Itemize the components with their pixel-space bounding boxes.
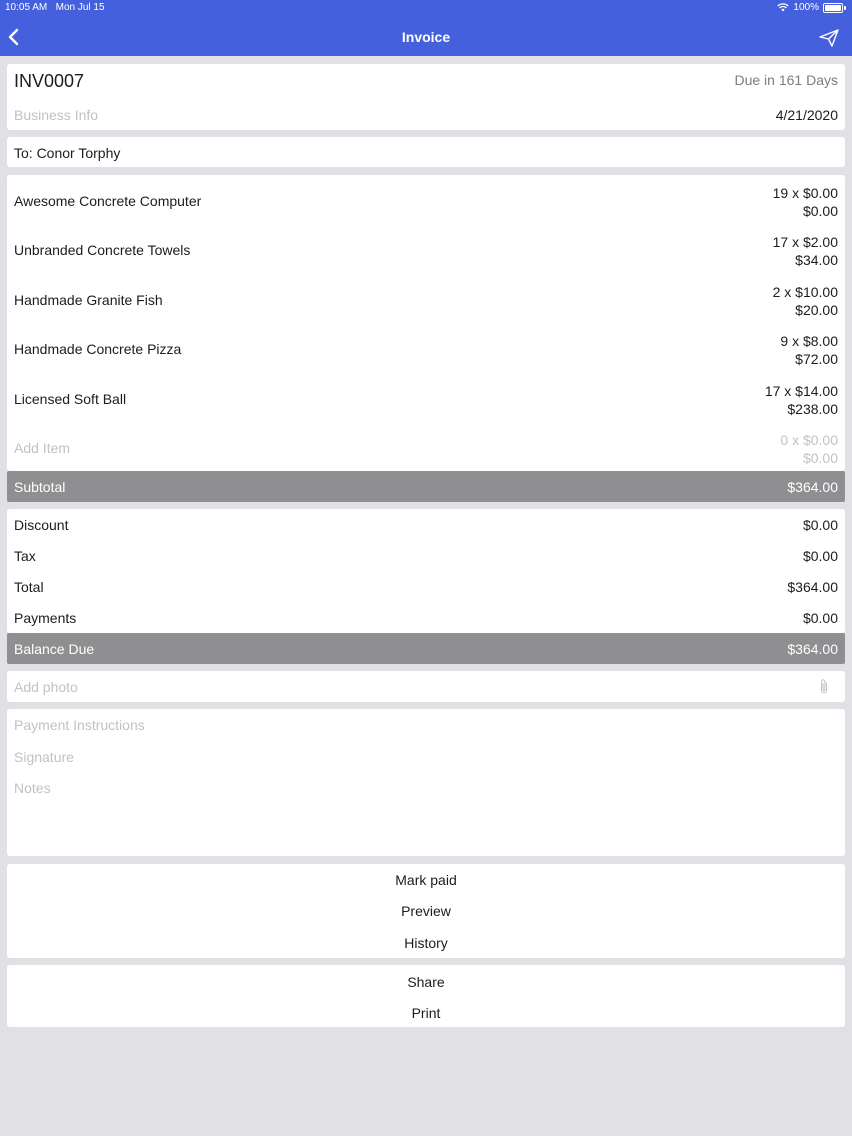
tax-value: $0.00 [802,548,838,564]
item-qty-price: 17 x $2.00 [772,234,838,250]
actions-card [7,864,845,958]
list-item[interactable] [7,280,845,322]
item-amount: $238.00 [787,401,838,417]
item-price [773,233,838,269]
item-price [773,184,838,220]
invoice-date[interactable]: 4/21/2020 [775,107,838,123]
item-qty-price: 17 x $14.00 [764,383,838,399]
add-item-amount: $0.00 [802,450,838,466]
tax-label: Tax [14,548,36,564]
add-photo-card[interactable] [7,671,845,702]
balance-due-value: $364.00 [787,641,838,657]
list-item[interactable] [7,230,845,272]
item-name: Licensed Soft Ball [14,391,127,407]
status-indicators [777,2,846,13]
navigation-bar [0,0,852,56]
discount-label: Discount [14,517,69,533]
notes-placeholder: Notes [14,780,51,796]
mark-paid-button[interactable]: Mark paid [395,872,457,888]
add-item-button[interactable] [7,428,845,470]
item-name: Handmade Granite Fish [14,292,163,308]
paper-plane-icon[interactable] [818,28,840,48]
item-qty-price: 2 x $10.00 [772,284,838,300]
add-item-price [780,431,838,467]
item-name: Unbranded Concrete Towels [14,242,191,258]
battery-tip [844,6,846,10]
balance-due-bar [7,633,845,664]
status-time-text: 10:05 AM [5,2,48,13]
client-card[interactable] [7,137,845,167]
extras-card [7,709,845,856]
items-card [7,175,845,471]
status-date-text: Mon Jul 15 [55,2,105,13]
notes-field[interactable] [7,780,845,850]
subtotal-label: Subtotal [14,479,66,495]
invoice-number: INV0007 [14,71,85,91]
payment-instructions-row[interactable] [7,717,845,737]
summary-card [7,509,845,633]
item-name: Handmade Concrete Pizza [14,341,182,357]
payments-label: Payments [14,610,77,626]
paperclip-icon[interactable] [819,678,829,695]
item-qty-price: 9 x $8.00 [780,333,838,349]
payments-value: $0.00 [802,610,838,626]
battery-icon [823,3,843,13]
history-button[interactable]: History [404,935,448,951]
list-item[interactable] [7,329,845,371]
item-amount: $34.00 [795,252,838,268]
battery-percent: 100% [793,2,819,13]
item-price [780,332,838,368]
discount-value: $0.00 [802,517,838,533]
subtotal-value: $364.00 [787,479,838,495]
due-status: Due in 161 Days [734,72,838,88]
signature-label: Signature [14,749,74,765]
signature-row[interactable] [7,749,845,769]
share-button[interactable]: Share [407,974,445,990]
list-item[interactable] [7,379,845,421]
item-amount: $72.00 [795,351,838,367]
subtotal-bar [7,471,845,502]
item-name: Awesome Concrete Computer [14,193,202,209]
add-item-label: Add Item [14,440,71,456]
list-item[interactable] [7,181,845,223]
wifi-icon [777,3,789,12]
item-amount: $0.00 [802,203,838,219]
preview-button[interactable]: Preview [401,903,451,919]
total-label: Total [14,579,44,595]
balance-due-label: Balance Due [14,641,95,657]
add-photo-label: Add photo [14,679,78,695]
item-amount: $20.00 [795,302,838,318]
business-info-placeholder: Business Info [14,107,99,123]
item-price [773,283,838,319]
page-title: Invoice [401,29,451,45]
invoice-header-card [7,64,845,130]
status-time [5,2,105,13]
item-qty-price: 19 x $0.00 [772,185,838,201]
item-price [765,382,838,418]
print-button[interactable]: Print [411,1005,441,1021]
payment-instructions-label: Payment Instructions [14,717,145,733]
client-name: To: Conor Torphy [14,145,121,161]
share-card [7,965,845,1027]
add-item-qty-price: 0 x $0.00 [780,432,838,448]
total-value: $364.00 [787,579,838,595]
